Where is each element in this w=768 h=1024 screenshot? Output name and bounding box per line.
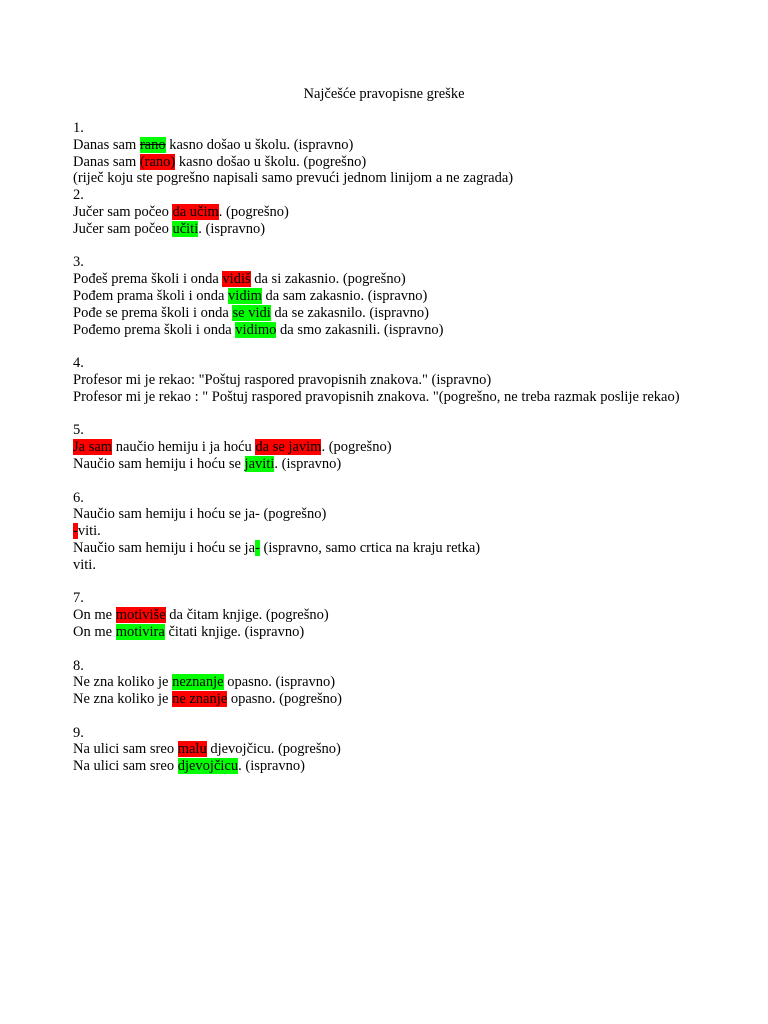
item-3-number: 3. — [73, 254, 84, 271]
highlight-wrong: - — [73, 523, 78, 540]
highlight-wrong: (rano) — [139, 153, 176, 170]
item-6-line-2: -viti. — [73, 523, 101, 540]
highlight-correct: vidimo — [235, 321, 277, 338]
highlight-correct: djevojčicu — [177, 758, 239, 775]
item-2-line-2: Jučer sam počeo učiti. (ispravno) — [73, 220, 266, 237]
highlight-correct: - — [255, 539, 260, 556]
item-9-line-1: Na ulici sam sreo malu djevojčicu. (pogrešno) — [73, 741, 341, 758]
item-1-line-3: (riječ koju ste pogrešno napisali samo prevući jednom linijom a ne zagrada) — [73, 170, 514, 187]
page-title: Najčešće pravopisne greške — [303, 86, 465, 102]
item-5-line-2: Naučio sam hemiju i hoću se javiti. (ispravno) — [73, 455, 342, 472]
item-6-line-3: Naučio sam hemiju i hoću se ja- (ispravno, samo crtica na kraju retka) — [73, 539, 481, 556]
item-4-line-1: Profesor mi je rekao: "Poštuj raspored pravopisnih znakova." (ispravno) — [73, 371, 492, 388]
highlight-correct: neznanje — [172, 674, 224, 691]
item-7-line-2: On me motivira čitati knjige. (ispravno) — [73, 623, 305, 640]
item-3-line-4: Pođemo prema školi i onda vidimo da smo zakasnili. (ispravno) — [73, 321, 444, 338]
item-4-line-2: Profesor mi je rekao : " Poštuj raspored pravopisnih znakova. "(pogrešno, ne treba razmak poslije rekao) — [73, 388, 680, 405]
item-7-number: 7. — [73, 590, 84, 607]
item-8-line-1: Ne zna koliko je neznanje opasno. (ispravno) — [73, 674, 336, 691]
item-1-line-2: Danas sam (rano) kasno došao u školu. (pogrešno) — [73, 153, 367, 170]
item-9-number: 9. — [73, 724, 84, 741]
item-6-line-1: Naučio sam hemiju i hoću se ja- (pogrešno) — [73, 506, 327, 523]
item-1-number: 1. — [73, 120, 84, 136]
highlight-wrong: ne znanje — [172, 691, 228, 708]
item-6-line-4: viti. — [73, 556, 96, 573]
highlight-correct: se vidi — [232, 304, 271, 321]
item-8-number: 8. — [73, 657, 84, 674]
highlight-wrong: Ja sam — [73, 439, 113, 456]
item-8-line-2: Ne zna koliko je ne znanje opasno. (pogrešno) — [73, 691, 342, 708]
item-3-line-3: Pođe se prema školi i onda se vidi da se zakasnilo. (ispravno) — [73, 304, 429, 321]
item-6-number: 6. — [73, 489, 84, 506]
item-3-line-2: Pođem prama školi i onda vidim da sam zakasnio. (ispravno) — [73, 287, 428, 304]
highlight-correct: vidim — [228, 287, 262, 304]
item-5-number: 5. — [73, 422, 84, 439]
highlight-wrong: vidiš — [222, 271, 251, 288]
highlight-wrong: da se javim — [255, 439, 322, 456]
item-3-line-1: Pođeš prema školi i onda vidiš da si zakasnio. (pogrešno) — [73, 271, 406, 288]
item-4-number: 4. — [73, 355, 84, 372]
highlight-correct: rano — [139, 136, 166, 153]
item-2-number: 2. — [73, 187, 84, 204]
item-9-line-2: Na ulici sam sreo djevojčicu. (ispravno) — [73, 758, 305, 775]
highlight-correct: javiti — [244, 455, 275, 472]
highlight-wrong: motiviše — [115, 607, 166, 624]
item-7-line-1: On me motiviše da čitam knjige. (pogrešno) — [73, 607, 329, 624]
highlight-correct: motivira — [115, 623, 165, 640]
item-5-line-1: Ja sam naučio hemiju i ja hoću da se javim. (pogrešno) — [73, 439, 392, 456]
highlight-wrong: malu — [177, 741, 207, 758]
highlight-correct: učiti — [172, 220, 199, 237]
highlight-wrong: da učim — [172, 203, 219, 220]
item-2-line-1: Jučer sam počeo da učim. (pogrešno) — [73, 203, 289, 220]
document-body — [73, 120, 694, 775]
item-1-line-1: Danas sam rano kasno došao u školu. (ispravno) — [73, 136, 354, 153]
